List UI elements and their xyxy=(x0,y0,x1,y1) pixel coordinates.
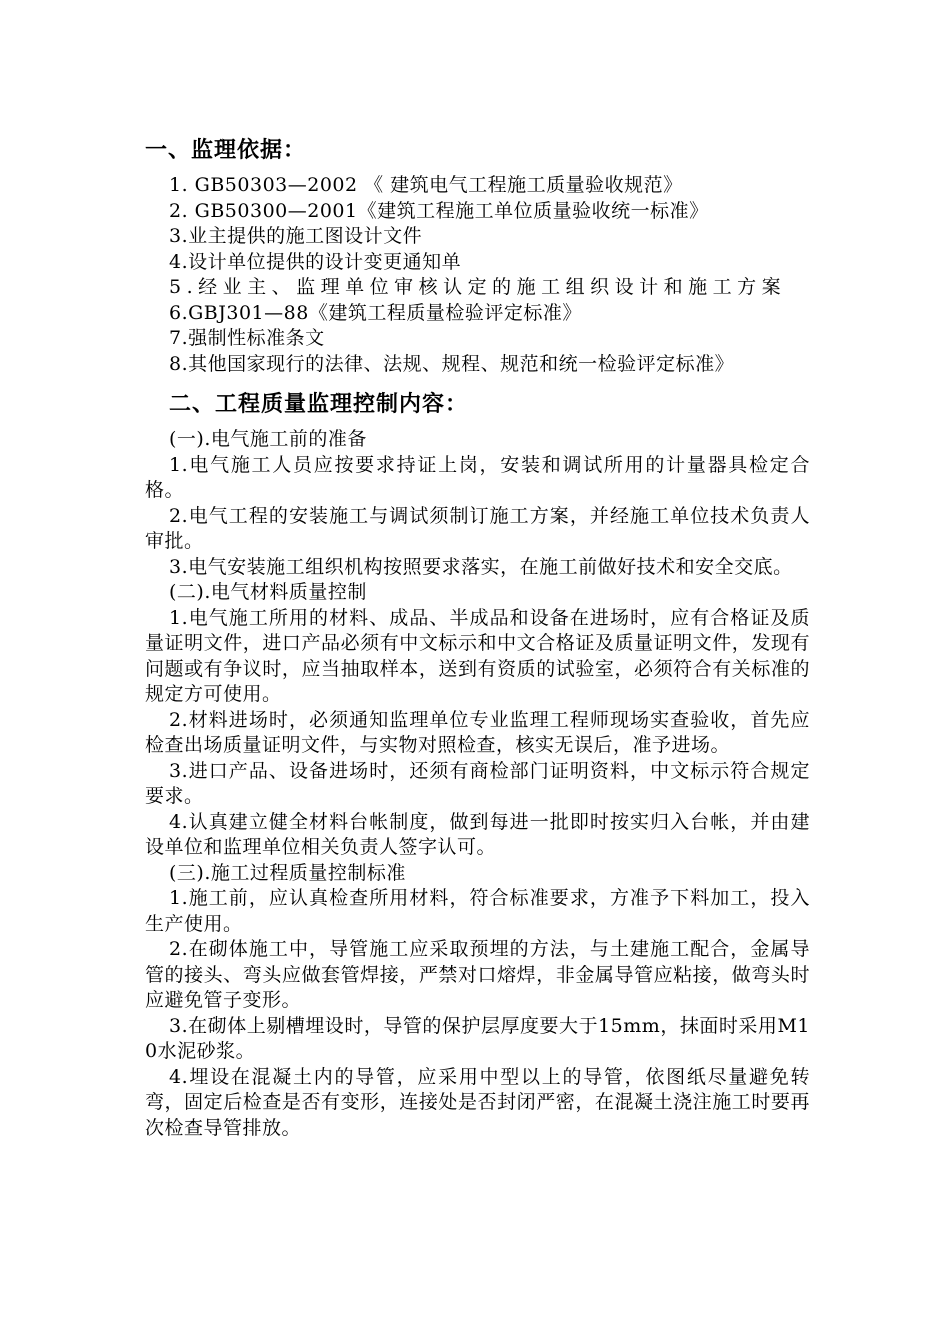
section-heading-basis: 一、监理依据： xyxy=(145,138,307,163)
basis-item-2: 2. GB50300—2001《建筑工程施工单位质量验收统一标准》 xyxy=(169,199,709,222)
basis-item-6: 6.GBJ301—88《建筑工程质量检验评定标准》 xyxy=(169,301,582,324)
basis-item-1: 1. GB50303—2002 《 建筑电气工程施工质量验收规范》 xyxy=(169,174,683,196)
basis-item-3: 3.业主提供的施工图设计文件 xyxy=(169,225,423,247)
section-heading-quality-control: 二、工程质量监理控制内容： xyxy=(169,392,469,417)
preparation-item-2: 2.电气工程的安装施工与调试须制订施工方案，并经施工单位技术负责人审批。 xyxy=(145,504,810,552)
materials-item-3: 3.进口产品、设备进场时，还须有商检部门证明资料，中文标示符合规定要求。 xyxy=(145,759,810,807)
subsection-title-materials: (二).电气材料质量控制 xyxy=(169,581,367,603)
process-item-2: 2.在砌体施工中，导管施工应采取预埋的方法，与土建施工配合，金属导管的接头、弯头应做套管焊接，严禁对口熔焊，非金属导管应粘接，做弯头时应避免管子变形。 xyxy=(145,938,810,1011)
document-body xyxy=(145,133,810,1141)
subsection-title-process: (三).施工过程质量控制标准 xyxy=(169,861,406,884)
basis-item-8: 8.其他国家现行的法律、法规、规程、规范和统一检验评定标准》 xyxy=(169,352,735,375)
process-item-3: 3.在砌体上剔槽埋设时，导管的保护层厚度要大于15mm，抹面时采用M10水泥砂浆。 xyxy=(145,1014,810,1062)
process-item-4: 4.埋设在混凝土内的导管，应采用中型以上的导管，依图纸尽量避免转弯，固定后检查是否有变形，连接处是否封闭严密，在混凝土浇注施工时要再次检查导管排放。 xyxy=(145,1065,810,1139)
materials-item-2: 2.材料进场时，必须通知监理单位专业监理工程师现场实查验收，首先应检查出场质量证明文件，与实物对照检查，核实无误后，准予进场。 xyxy=(145,708,810,756)
materials-item-4: 4.认真建立健全材料台帐制度，做到每进一批即时按实归入台帐，并由建设单位和监理单位相关负责人签字认可。 xyxy=(145,810,810,858)
process-item-1: 1.施工前，应认真检查所用材料，符合标准要求，方准予下料加工，投入生产使用。 xyxy=(145,887,810,935)
materials-item-1: 1.电气施工所用的材料、成品、半成品和设备在进场时，应有合格证及质量证明文件，进口产品必须有中文标示和中文合格证及质量证明文件，发现有问题或有争议时，应当抽取样本，送到有资质的试验室，必须符合有关标准的规定方可使用。 xyxy=(145,606,810,705)
basis-item-5: 5.经业主、监理单位审核认定的施工组织设计和施工方案 xyxy=(169,276,787,298)
preparation-item-1: 1.电气施工人员应按要求持证上岗，安装和调试所用的计量器具检定合格。 xyxy=(145,453,810,501)
basis-item-7: 7.强制性标准条文 xyxy=(169,327,325,349)
preparation-item-3: 3.电气安装施工组织机构按照要求落实，在施工前做好技术和安全交底。 xyxy=(169,555,793,578)
basis-item-4: 4.设计单位提供的设计变更通知单 xyxy=(169,250,462,273)
subsection-title-preparation: (一).电气施工前的准备 xyxy=(169,428,367,450)
